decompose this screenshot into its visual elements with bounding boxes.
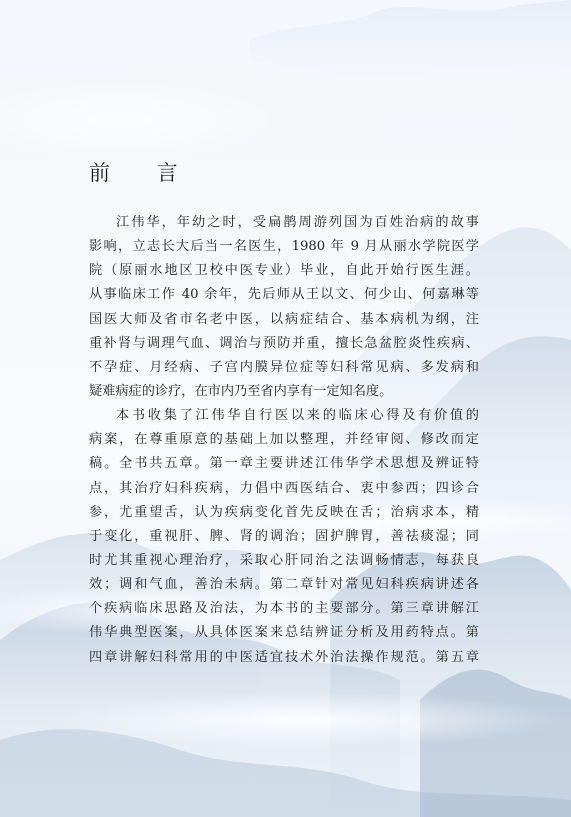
text-line: 点，其治疗妇科疾病，力倡中西医结合、衷中参西；四诊合 [89, 480, 479, 496]
text-line: 效；调和气血，善治未病。第二章针对常见妇科疾病讲述各 [89, 577, 479, 593]
text-line: 伟华典型医案，从具体医案来总结辨证分析及用药特点。第 [89, 625, 479, 641]
text-line: 从事临床工作 40 余年，先后师从王以文、何少山、何嘉琳等 [89, 287, 479, 303]
text-line: 院（原丽水地区卫校中医专业）毕业，自此开始行医生涯。 [89, 263, 479, 279]
body-text [89, 211, 479, 670]
text-line: 国医大师及省市名老中医，以病症结合、基本病机为纲，注 [89, 311, 479, 327]
text-line: 疑难病症的诊疗，在市内乃至省内享有一定知名度。 [89, 383, 393, 399]
text-line: 重补肾与调理气血、调治与预防并重，擅长急盆腔炎性疾病、 [89, 335, 479, 351]
paragraph-2 [89, 404, 479, 670]
text-line: 本书收集了江伟华自行医以来的临床心得及有价值的 [116, 408, 479, 424]
text-line: 个疾病临床思路及治法，为本书的主要部分。第三章讲解江 [89, 601, 479, 617]
paragraph-1 [89, 211, 479, 404]
text-line: 于变化，重视肝、脾、肾的调治；固护脾胃，善祛痰湿；同 [89, 528, 479, 544]
text-line: 影响，立志长大后当一名医生，1980 年 9 月从丽水学院医学 [89, 239, 479, 255]
text-line: 四章讲解妇科常用的中医适宜技术外治法操作规范。第五章 [89, 649, 479, 665]
text-line: 参，尤重望舌，认为疾病变化首先反映在舌；治病求本，精 [89, 504, 479, 520]
text-line: 时尤其重视心理治疗，采取心肝同治之法调畅情志，每获良 [89, 552, 479, 568]
page-title: 前 言 [89, 161, 198, 185]
text-line: 病案，在尊重原意的基础上加以整理，并经审阅、修改而定 [89, 432, 479, 448]
text-line: 不孕症、月经病、子宫内膜异位症等妇科常见病、多发病和 [89, 359, 479, 375]
text-line: 江伟华，年幼之时，受扁鹊周游列国为百姓治病的故事 [116, 215, 479, 230]
text-line: 稿。全书共五章。第一章主要讲述江伟华学术思想及辨证特 [89, 456, 479, 472]
